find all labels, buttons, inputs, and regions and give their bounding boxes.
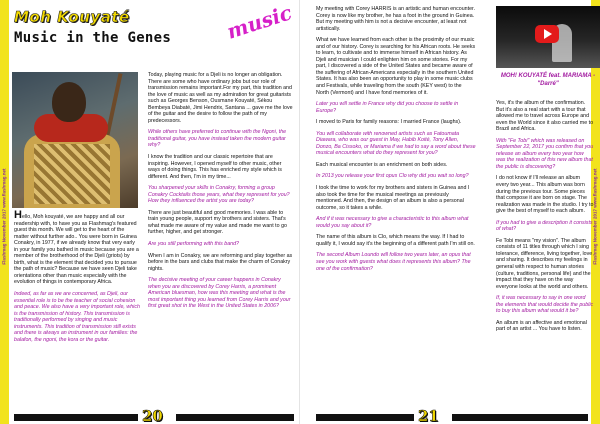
interview-answer: What we have learned from each other is the proximity of our music and of our history. Corey is searching for his African roots. He seeks to learn, to cultivate and to immerse himself in African history. As Djeli and musician I could enlighten him on some stories. For my part, I discovered a side of the United States and became aware of the suffering of African-Americans especially in the southern United States. It has also been an opportunity to play in some music clubs and Festivals, while traveling from the south (KEY west) to the North (Vermont) and I have fond memories of it. [316, 37, 476, 96]
interview-question: The decisive meeting of your career happens in Conakry when you are discovered by Corey Harris, a prominent American bluesman, how was this meeting and what is the most important thing you learned from Corey Harris and your first great shot in the West in the United States in 2006? [148, 277, 291, 310]
interview-answer: Yes, it's the album of the confirmation. But it's also a real start with a tour that allowed me to travel across Europe and even the World since it also carried me to Brazil and Africa. [496, 100, 594, 133]
left-interview-column [148, 72, 294, 315]
right-page [300, 0, 600, 424]
interview-question: And if it was necessary to give a characteristic to this album what would you say about it? [316, 216, 469, 229]
interview-answer: Today, playing music for a Djeli is no longer an obligation. There are some who have ordinary jobs but our role of transmission remains important.For my part, this tradition and the love of music as well as my admiration for great guitarists such as Georges Benson, Ousmane Kouyaté, Sékou Bembeya Diabaté, Jimi Hendrix, Santana ... gave me the love of the guitar and the desire to follow the path of my predecessors. [148, 72, 293, 124]
interview-answer: The name of this album is Clo, which means the way. If I had to qualify it, I would say it's the beginning of a different path I'm still on. [316, 234, 475, 247]
article-title [14, 8, 171, 46]
right-interview-column-2 [496, 100, 594, 338]
play-button-icon[interactable] [535, 25, 559, 43]
interview-answer: An album is an affective and emotional part of an artist ... You have to listen. [496, 319, 587, 333]
interview-question: If you had to give a description it consists of what? [496, 219, 593, 233]
interview-answer: When I am in Conakry, we are reforming and play together as before in the bars and clubs that make the charm of Conakry nights. [148, 252, 293, 272]
interview-question: Are you still performing with this band? [148, 241, 239, 248]
intro-question: Hello, Moh kouyaté, we are happy and all our readership with, to have you as Flashmag's featured guest this month. We will get to the heart of the matter without further ado.. You were born in Guinea Conakry, in 1977, if we already know that very early in your family you bathed in music because you are a member of the brotherhood of the Djeli (griots) by birth, what is the element that decided you to pursue the path of music? Because we have seen Djeli take orientations other than music especially with the evolution of things in contemporary Africa. [14, 209, 139, 286]
title-line-1: Moh Kouyaté [14, 8, 130, 26]
side-label-left: Flashmag November 2017 www.flashmag.net [2, 168, 7, 265]
intro-answer: Indeed, as far as we are concerned, as Djeli, our essential role is to be the teacher of social cohesion and peace. We also have a very important role, which is the transmission of history. This transmission is traditionally performed by singing and music instruments. This tradition of transmission still exists and there is always an instrument in our families: the balafon, the ngoni, the kora or the guitar. [14, 291, 140, 343]
interview-question: In 2013 you release your first opus Clo why did you wait so long? [316, 173, 469, 180]
right-interview-column-1 [316, 6, 476, 277]
interview-question: The second Album Loundo will follow two years later, an opus that see you work with guests what does it represents this album? The one of the confirmation? [316, 252, 471, 272]
interview-question: You will collaborate with renowned artists such as Fatoumata Diawara, who was our guest in May, Habib Koité, Tony Allen, Donzo, Ba Cissoko, or Mariama if we had to say a word about these musical encounters what do they represent for you? [316, 130, 476, 157]
interview-answer: I moved to Paris for family reasons: I married France (laughs). [316, 119, 462, 126]
interview-question: If, it was necessary to say in one word the elements that would decide the public to buy this album what would it be? [496, 295, 594, 315]
interview-question: Later you will settle in France why did you choose to settle in Europe? [316, 101, 459, 114]
interview-answer: Each musical encounter is an enrichment on both sides. [316, 161, 448, 168]
interview-answer: I do not know if I'll release an album every two year... This album was born during the previous tour. Some pieces that compose it are born on stage. The realization was made in the studio. I try to give the best of myself to each album. [496, 175, 594, 215]
footer-bar-right [316, 414, 414, 421]
footer-bar-right-2 [452, 414, 588, 421]
interview-answer: I know the tradition and our classic repertoire that are inspiring. However, I opened myself to other music, other ways of doing things. This has enriched my style which is different. And then, I'm in my time... [148, 154, 282, 180]
interview-question: You sharpened your skills in Conakry, forming a group Conakry Cocktails those years, what they represent for you? How they influenced the artist you are today? [148, 185, 290, 205]
drop-cap: H [14, 209, 22, 221]
page-number-left: 20 [142, 407, 163, 424]
intro-column [14, 209, 140, 348]
interview-answer: There are just beautiful and good memories. I was able to train young people, support my brothers and sisters. That's what made me aware of my value and made me want to go further, higher, and get stronger. [148, 209, 287, 236]
page-number-right: 21 [418, 407, 439, 424]
interview-question: While others have preferred to continue with the Ngoni, the traditional guitar, you have instead taken the modern guitar why? [148, 129, 287, 149]
photo-head [52, 82, 86, 122]
interview-answer: I took the time to work for my brothers and sisters in Guinea and I also took the time for the musical meetings as previously mentioned. And then, the design of an album is also a personal outcome, so it takes a while. [316, 185, 470, 211]
footer-bar-left [14, 414, 138, 421]
video-thumbnail[interactable] [496, 6, 600, 68]
artist-photo [12, 72, 138, 208]
interview-question: With "Fe Tobi" which was released on September 22, 2017 you confirm that you release an album every two year how was the realization of this new album that the public is discovering? [496, 137, 594, 170]
interview-answer: My meeting with Corey HARRIS is an artistic and human encounter. Corey is now like my brother, he has a foot in the ground in Guinea. But my meeting with him is not a decisive encounter, at least not artistically. [316, 6, 475, 32]
interview-answer: Fe Tobi means "my vision". The album consists of 11 titles through which I sing tolerance, difference, living together, love and sharing. It describes my feelings in general with respect to human stories (culture, traditions, personal life) and the impact that they have on the way everyone looks at the world and others. [496, 237, 593, 290]
footer-bar-left-2 [176, 414, 294, 421]
side-label-right: Flashmag November 2017 www.flashmag.net [593, 168, 598, 265]
photo-shirt-pattern [34, 144, 110, 204]
video-caption: MOH! KOUYATÉ feat. MARIAMA - "Darré" [500, 73, 596, 87]
music-decoration: music [223, 0, 295, 44]
title-line-2: Music in the Genes [14, 30, 172, 46]
